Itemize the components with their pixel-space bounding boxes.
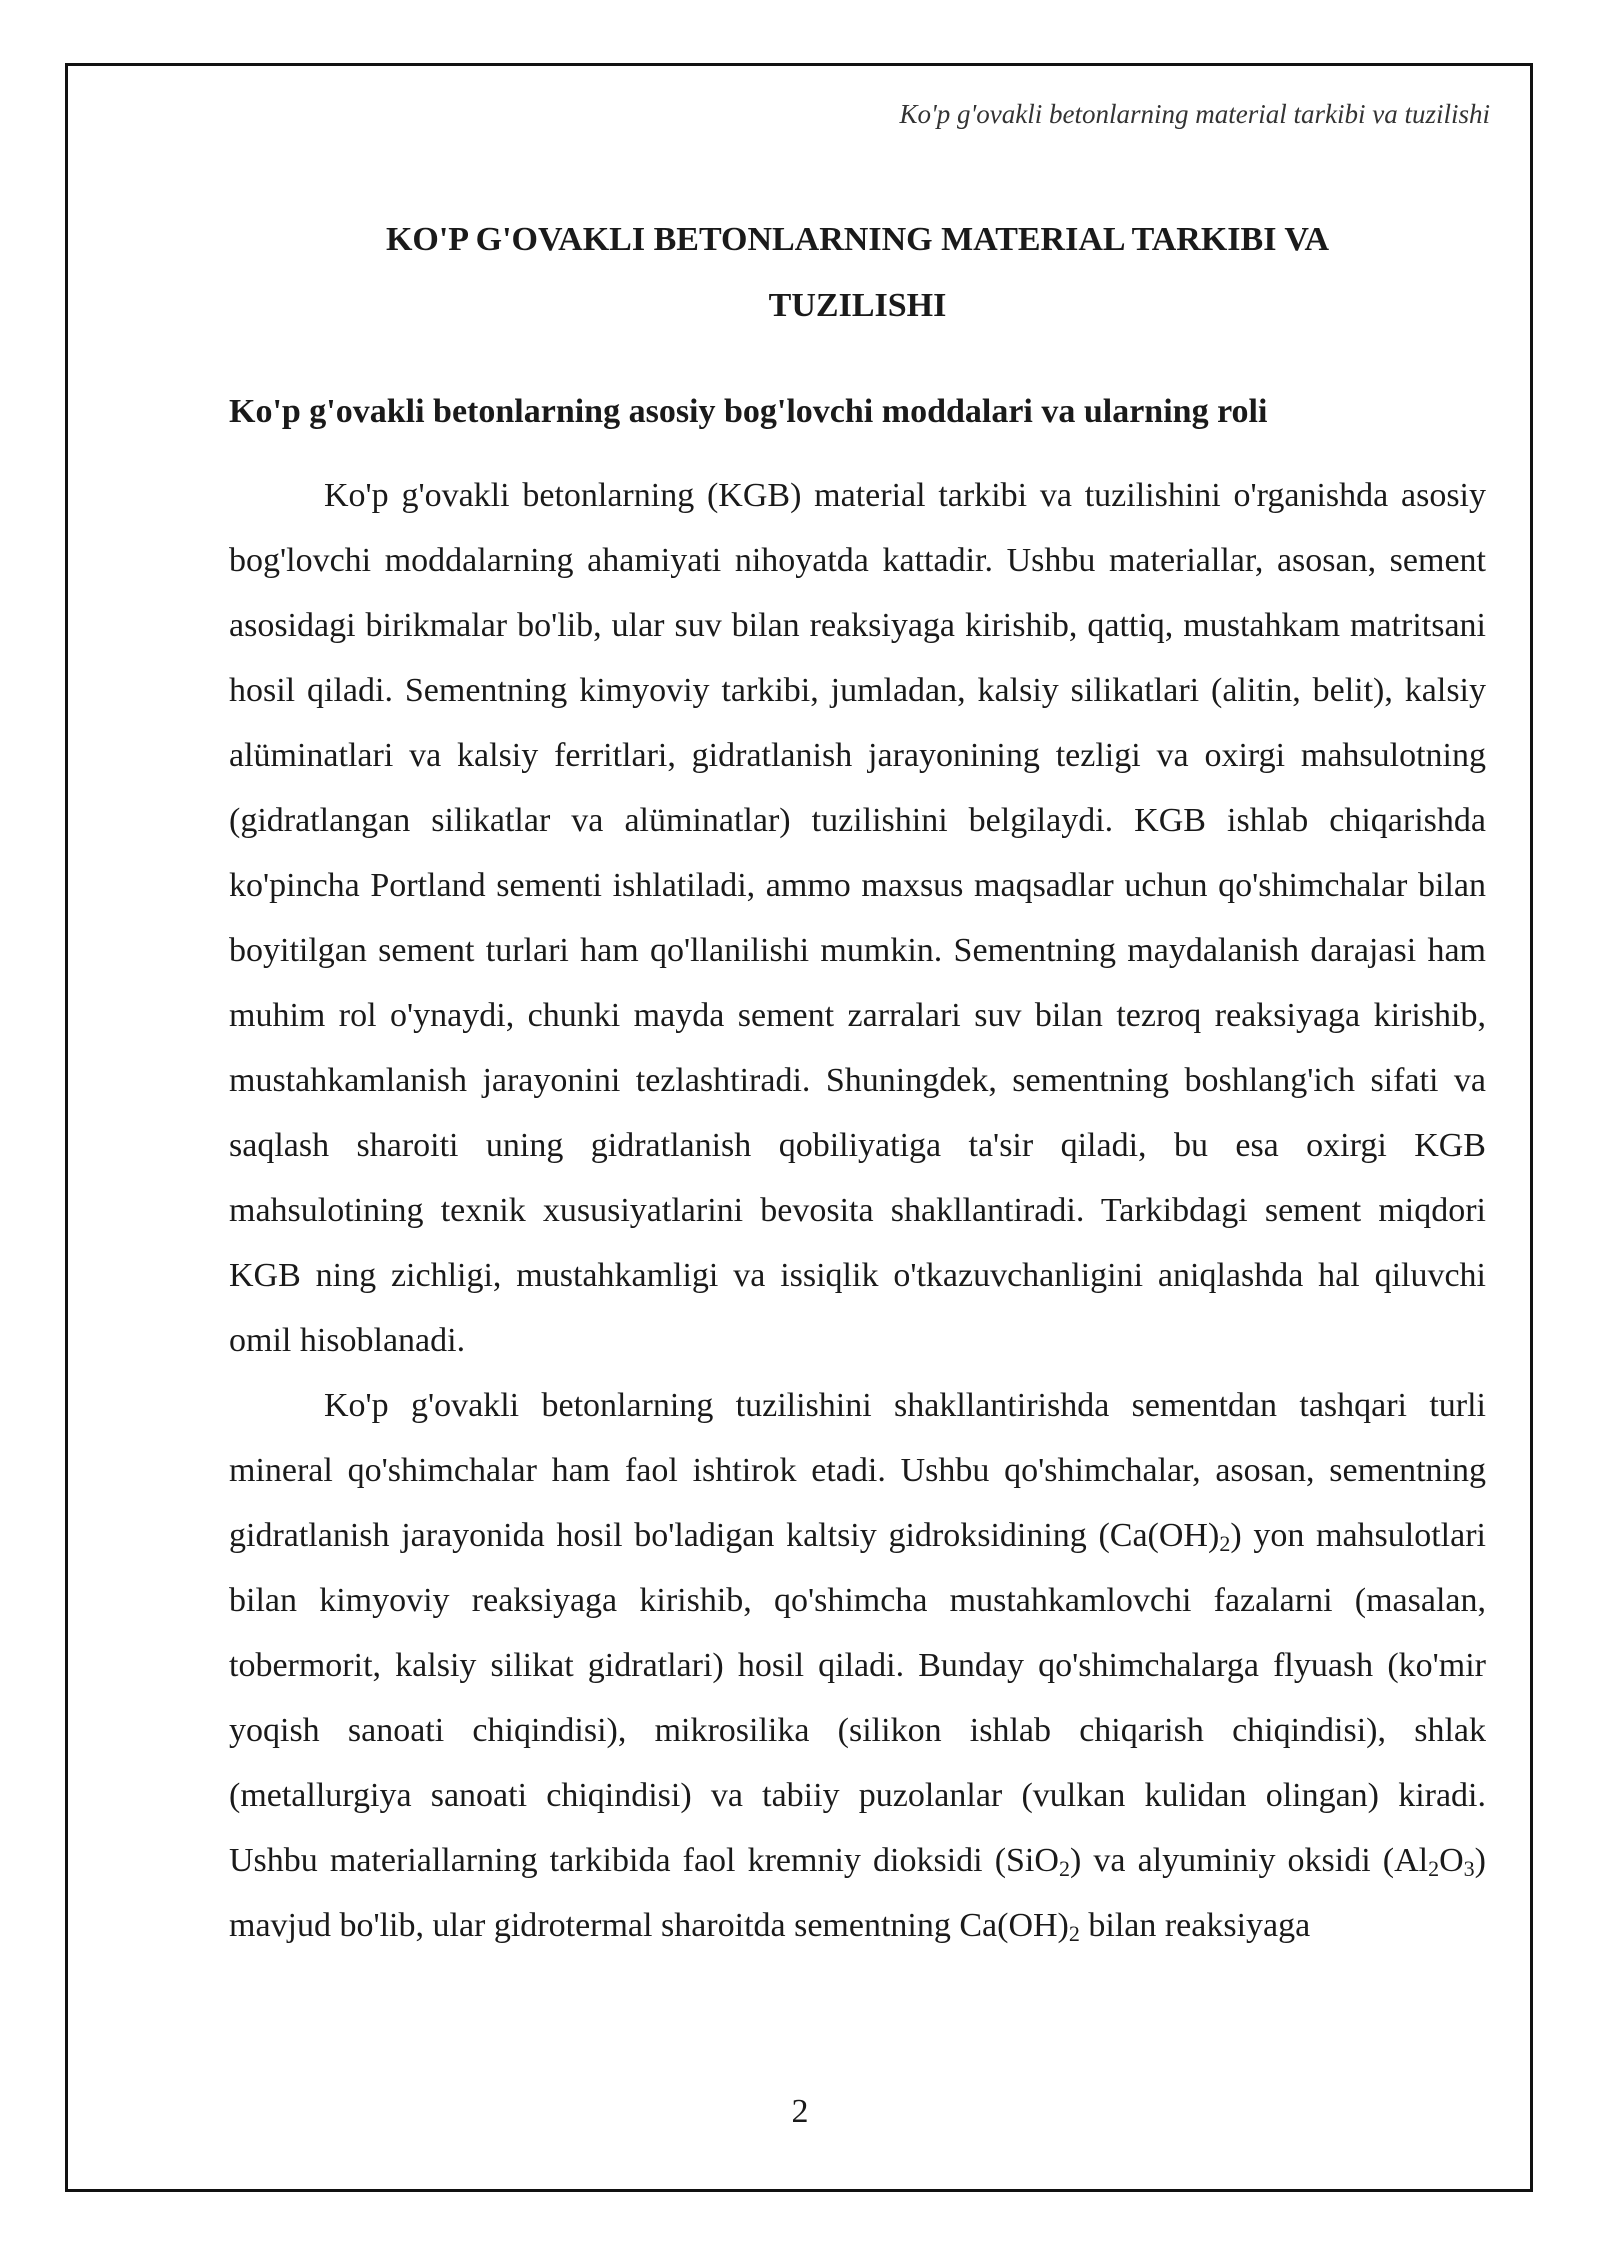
paragraph-2-text: ) yon mahsulotlari bilan kimyoviy reaksiyaga kirishib, qo'shimcha mustahkamlovchi fazalarni (masalan, tobermorit, kalsiy silikat gidratlari) hosil qiladi. Bunday qo'shimchalarga flyuash (ko'mir yoqish sanoati chiqindisi), mikrosilika (silikon ishlab chiqarish chiqindisi), shlak (metallurgiya sanoati chiqindisi) va tabiiy puzolanlar (vulkan kulidan olingan) kiradi. Ushbu materiallarning tarkibida faol kremniy dioksidi (SiO: [229, 1517, 1486, 1879]
document-title: [229, 207, 1486, 339]
subscript: 3: [1463, 1856, 1475, 1881]
subscript: 2: [1428, 1856, 1440, 1881]
paragraph-2-text: ) va alyuminiy oksidi (Al: [1069, 1842, 1429, 1879]
subscript: 2: [1219, 1531, 1231, 1556]
section-heading: Ko'p g'ovakli betonlarning asosiy bog'lovchi moddalari va ularning roli: [229, 393, 1268, 430]
subscript: 2: [1068, 1921, 1080, 1946]
body-text: [229, 463, 1486, 1958]
running-header: Ko'p g'ovakli betonlarning material tarkibi va tuzilishi: [899, 99, 1490, 129]
paragraph-2-text: bilan reaksiyaga: [1079, 1907, 1311, 1944]
paragraph-2-text: ) mavjud bo'lib, ular gidrotermal sharoitda sementning Ca(OH): [229, 1842, 1486, 1944]
subscript: 2: [1058, 1856, 1070, 1881]
page-number: 2: [791, 2093, 809, 2130]
paragraph-2-text: Ko'p g'ovakli betonlarning tuzilishini shakllantirishda sementdan tashqari turli mineral qo'shimchalar ham faol ishtirok etadi. Ushbu qo'shimchalar, asosan, sementning gidratlanish jarayonida hosil bo'ladigan kaltsiy gidroksidining (Ca(OH): [229, 1387, 1486, 1554]
paragraph-2-text: O: [1439, 1842, 1464, 1879]
document-title-line-1: KO'P G'OVAKLI BETONLARNING MATERIAL TARKIBI VA: [385, 221, 1330, 258]
document-title-line-2: TUZILISHI: [768, 287, 947, 324]
paragraph-1: Ko'p g'ovakli betonlarning (KGB) material tarkibi va tuzilishini o'rganishda asosiy bog'lovchi moddalarning ahamiyati nihoyatda kattadir. Ushbu materiallar, asosan, sement asosidagi birikmalar bo'lib, ular suv bilan reaksiyaga kirishib, qattiq, mustahkam matritsani hosil qiladi. Sementning kimyoviy tarkibi, jumladan, kalsiy silikatlari (alitin, belit), kalsiy alüminatlari va kalsiy ferritlari, gidratlanish jarayonining tezligi va oxirgi mahsulotning (gidratlangan silikatlar va alüminatlar) tuzilishini belgilaydi. KGB ishlab chiqarishda ko'pincha Portland sementi ishlatiladi, ammo maxsus maqsadlar uchun qo'shimchalar bilan boyitilgan sement turlari ham qo'llanilishi mumkin. Sementning maydalanish darajasi ham muhim rol o'ynaydi, chunki mayda sement zarralari suv bilan tezroq reaksiyaga kirishib, mustahkamlanish jarayonini tezlashtiradi. Shuningdek, sementning boshlang'ich sifati va saqlash sharoiti uning gidratlanish qobiliyatiga ta'sir qiladi, bu esa oxirgi KGB mahsulotining texnik xususiyatlarini bevosita shakllantiradi. Tarkibdagi sement miqdori KGB ning zichligi, mustahkamligi va issiqlik o'tkazuvchanligini aniqlashda hal qiluvchi omil hisoblanadi.: [229, 477, 1486, 1359]
paragraph-2: [229, 1373, 1486, 1958]
